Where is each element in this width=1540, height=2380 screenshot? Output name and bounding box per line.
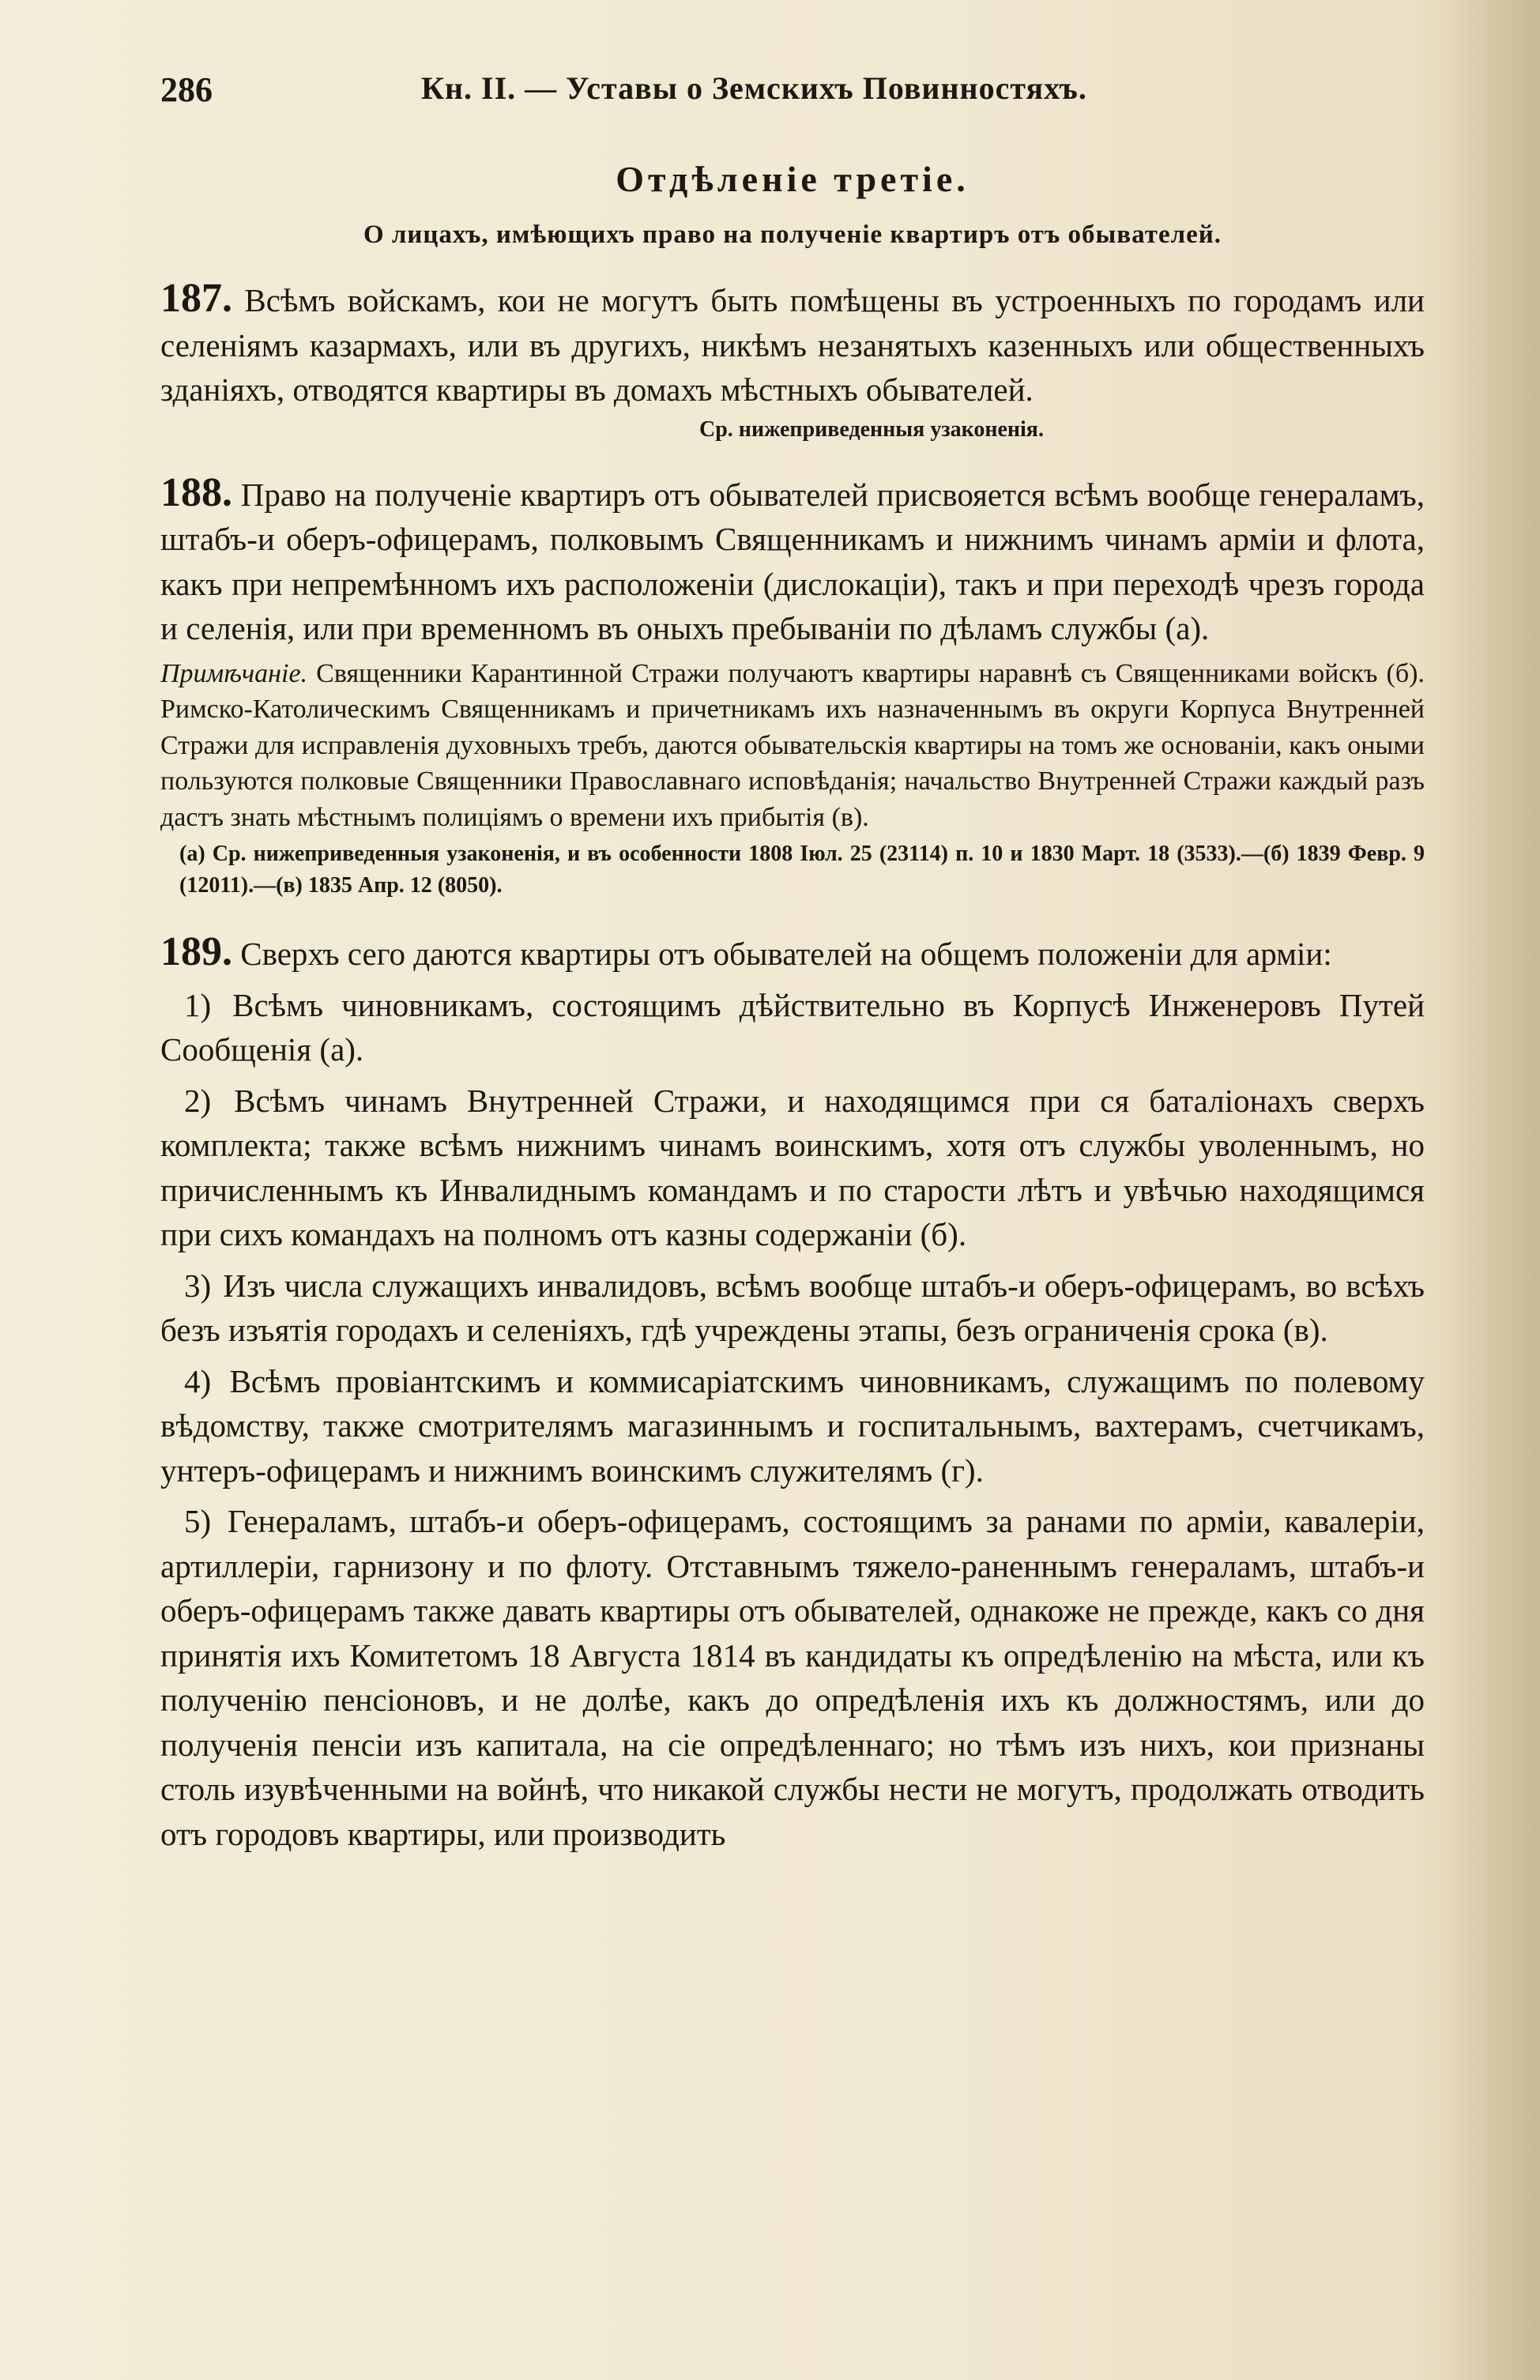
article-number: 189. [160, 929, 232, 974]
page-content [160, 55, 1425, 1856]
item-number: 1) [184, 986, 212, 1023]
item-text: Всѣмъ провіантскимъ и коммисаріатскимъ чиновникамъ, служащимъ по полевому вѣдомству, также смотрителямъ магазиннымъ и госпитальнымъ, вахтерамъ, счетчикамъ, унтеръ-офицерамъ и нижнимъ воинскимъ служителямъ (г). [160, 1362, 1425, 1489]
note-text: Священники Карантинной Стражи получаютъ квартиры наравнѣ съ Священниками войскъ (б). Римско-Католическимъ Священникамъ и причетникамъ ихъ назначеннымъ въ округи Корпуса Внутренней Стражи для исправленія духовныхъ требъ, даются обывательскія квартиры на томъ же основаніи, какъ оными пользуются полковые Священники Православнаго исповѣданія; начальство Внутренней Стражи каждый разъ дастъ знать мѣстнымъ полиціямъ о времени ихъ прибытія (в). [160, 658, 1425, 832]
section-title: Отдѣленіе третіе. [616, 159, 970, 199]
list-item [160, 1359, 1425, 1493]
page-number: 286 [160, 70, 213, 109]
item-number: 5) [184, 1503, 212, 1539]
list-item [160, 1079, 1425, 1257]
item-number: 4) [184, 1362, 212, 1399]
article-reference: Ср. нижеприведенныя узаконенія. [699, 416, 1044, 442]
article-188 [160, 471, 1425, 651]
item-text: Всѣмъ чиновникамъ, состоящимъ дѣйствительно въ Корпусѣ Инженеровъ Путей Сообщенія (а). [160, 986, 1425, 1068]
article-number: 188. [160, 469, 232, 515]
page-edge-shadow [1445, 0, 1540, 2380]
section-subtitle: О лицахъ, имѣющихъ право на полученіе квартиръ отъ обывателей. [363, 220, 1222, 249]
running-title: Кн. II. — Уставы о Земскихъ Повинностяхъ. [421, 70, 1087, 106]
article-text: Всѣмъ войскамъ, кои не могутъ быть помѣщены въ устроенныхъ по городамъ или селеніямъ казармахъ, или въ другихъ, никѣмъ незанятыхъ казенныхъ или общественныхъ зданіяхъ, отводятся квартиры въ домахъ мѣстныхъ обывателей. [160, 282, 1425, 408]
list-item [160, 983, 1425, 1072]
note-label: Примѣчаніе. [160, 658, 308, 688]
item-number: 3) [184, 1267, 212, 1304]
article-note [160, 656, 1425, 836]
item-text: Всѣмъ чинамъ Внутренней Стражи, и находящимся при ся баталіонахъ сверхъ комплекта; также всѣмъ нижнимъ чинамъ воинскимъ, хотя отъ службы уволеннымъ, но причисленнымъ къ Инвалиднымъ командамъ и по старости лѣтъ и увѣчью находящимся при сихъ командахъ на полномъ отъ казны содержаніи (б). [160, 1082, 1425, 1252]
article-189 [160, 930, 1425, 977]
article-text: Право на полученіе квартиръ отъ обывателей присвояется всѣмъ вообще генераламъ, штабъ-и оберъ-офицерамъ, полковымъ Священникамъ и нижнимъ чинамъ арміи и флота, какъ при непремѣнномъ ихъ расположеніи (дислокаціи), такъ и при переходѣ чрезъ города и селенія, или при временномъ въ оныхъ пребываніи по дѣламъ службы (а). [160, 476, 1425, 646]
article-187 [160, 277, 1425, 412]
item-number: 2) [184, 1082, 212, 1119]
item-text: Изъ числа служащихъ инвалидовъ, всѣмъ вообще штабъ-и оберъ-офицерамъ, во всѣхъ безъ изъятія городахъ и селеніяхъ, гдѣ учреждены этапы, безъ ограниченія срока (в). [160, 1267, 1425, 1348]
article-text: Сверхъ сего даются квартиры отъ обывателей на общемъ положеніи для арміи: [240, 936, 1332, 972]
item-text: Генераламъ, штабъ-и оберъ-офицерамъ, состоящимъ за ранами по арміи, кавалеріи, артиллеріи, гарнизону и по флоту. Отставнымъ тяжело-раненнымъ генераламъ, штабъ-и оберъ-офицерамъ также давать квартиры отъ обывателей, однакоже не прежде, какъ со дня принятія ихъ Комитетомъ 18 Августа 1814 въ кандидаты къ опредѣленію на мѣста, или къ полученію пенсіоновъ, и не долѣе, какъ до опредѣленія ихъ къ должностямъ, или до полученія пенсіи изъ капитала, на сіе опредѣленнаго; но тѣмъ изъ нихъ, кои признаны столь изувѣченными на войнѣ, что никакой службы нести не могутъ, продолжать отводить отъ городовъ квартиры, или производить [160, 1503, 1425, 1852]
page-header [160, 55, 1425, 126]
list-item [160, 1499, 1425, 1856]
footnote-references: (а) Ср. нижеприведенныя узаконенія, и въ особенности 1808 Іюл. 25 (23114) п. 10 и 1830 Март. 18 (3533).—(б) 1839 Февр. 9 (12011).—(в) 1835 Апр. 12 (8050). [179, 842, 1425, 898]
list-item [160, 1263, 1425, 1353]
article-number: 187. [160, 276, 232, 321]
